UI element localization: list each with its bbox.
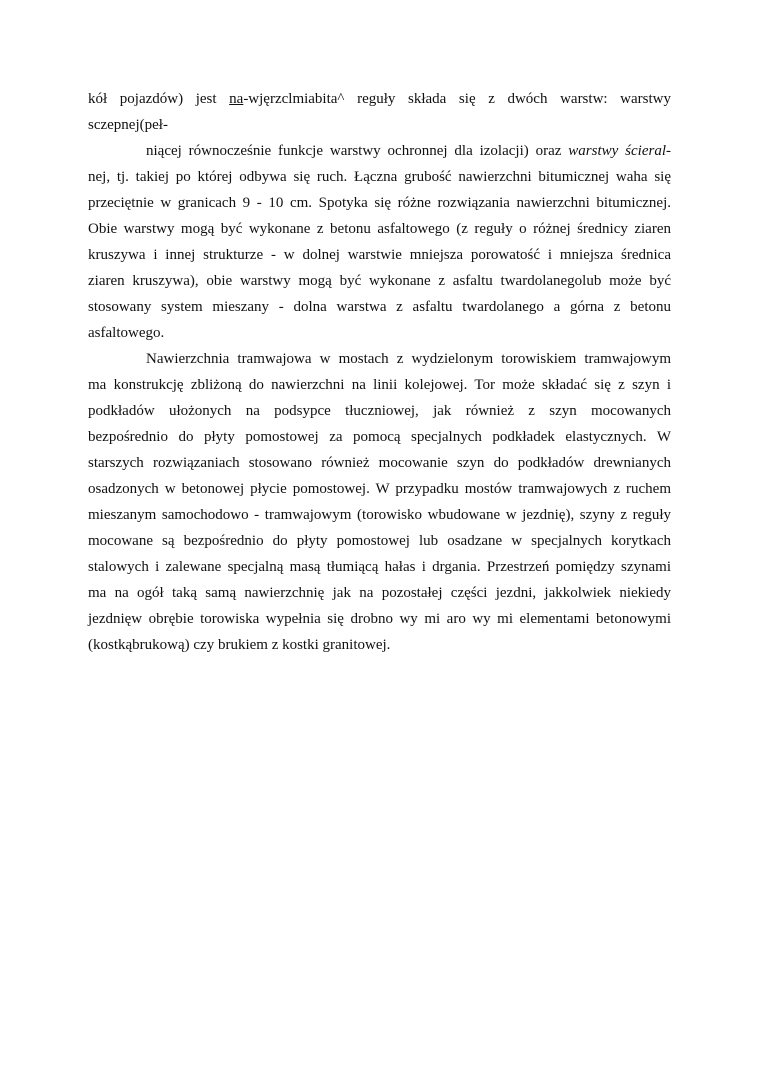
- paragraph-2-line-3: przeciętnie w granicach 9 - 10 cm. Spotyka się różne rozwiązania nawierzchni bitumicznej.: [88, 195, 671, 211]
- italic-term: warstwy ścieral: [568, 143, 667, 159]
- paragraph-1: [88, 86, 671, 138]
- paragraph-3-line-8: mocowane są bezpośrednio do płyty pomostowej lub osadzane w specjalnych korytkach: [88, 533, 671, 549]
- paragraph-3-line-12: (kostkąbrukową) czy brukiem z kostki granitowej.: [88, 637, 391, 653]
- paragraph-3-line-10: ma na ogół taką samą nawierzchnię jak na pozostałej części jezdni, jakkolwiek niekiedy: [88, 585, 671, 601]
- paragraph-2-line-4: Obie warstwy mogą być wykonane z betonu asfaltowego (z reguły o różnej średnicy ziaren: [88, 221, 671, 237]
- paragraph-3-line-4: bezpośrednio do płyty pomostowej za pomocą specjalnych podkładek elastycznych. W: [88, 429, 671, 445]
- paragraph-1-line-1: kół pojazdów) jest na-wjęrzclmiabita^ reguły składa się z dwóch warstw: warstwy: [88, 91, 671, 107]
- paragraph-3-line-2: ma konstrukcję zbliżoną do nawierzchni na linii kolejowej. Tor może składać się z szyn i: [88, 377, 671, 393]
- paragraph-2-line-2: nej, tj. takiej po której odbywa się ruch. Łączna grubość nawierzchni bitumicznej waha się: [88, 169, 671, 185]
- paragraph-3-line-1: Nawierzchnia tramwajowa w mostach z wydzielonym torowiskiem tramwajowym: [146, 351, 671, 367]
- paragraph-3-line-9: stalowych i zalewane specjalną masą tłumiącą hałas i drgania. Przestrzeń pomiędzy szynami: [88, 559, 671, 575]
- paragraph-3-line-7: mieszanym samochodowo - tramwajowym (torowisko wbudowane w jezdnię), szyny z reguły: [88, 507, 671, 523]
- document-page: [88, 86, 671, 658]
- paragraph-1-line-2: sczepnej(peł-: [88, 117, 168, 133]
- paragraph-3-line-11: jezdnięw obrębie torowiska wypełnia się drobno wy mi aro wy mi elementami betonowymi: [88, 611, 671, 627]
- paragraph-3-line-5: starszych rozwiązaniach stosowano również mocowanie szyn do podkładów drewnianych: [88, 455, 671, 471]
- paragraph-2: [88, 138, 671, 346]
- paragraph-2-line-7: stosowany system mieszany - dolna warstwa z asfaltu twardolanego a górna z betonu: [88, 299, 671, 315]
- paragraph-3-line-3: podkładów ułożonych na podsypce tłuczniowej, jak również z szyn mocowanych: [88, 403, 671, 419]
- paragraph-2-line-1: niącej równocześnie funkcje warstwy ochronnej dla izolacji) oraz warstwy ścieral-: [146, 143, 672, 159]
- paragraph-3: [88, 346, 671, 658]
- underlined-fragment: na: [229, 91, 244, 107]
- paragraph-2-line-5: kruszywa i innej strukturze - w dolnej warstwie mniejsza porowatość i mniejsza średnica: [88, 247, 671, 263]
- paragraph-2-line-6: ziaren kruszywa), obie warstwy mogą być wykonane z asfaltu twardolanegolub może być: [88, 273, 671, 289]
- paragraph-3-line-6: osadzonych w betonowej płycie pomostowej. W przypadku mostów tramwajowych z ruchem: [88, 481, 671, 497]
- paragraph-2-line-8: asfaltowego.: [88, 325, 165, 341]
